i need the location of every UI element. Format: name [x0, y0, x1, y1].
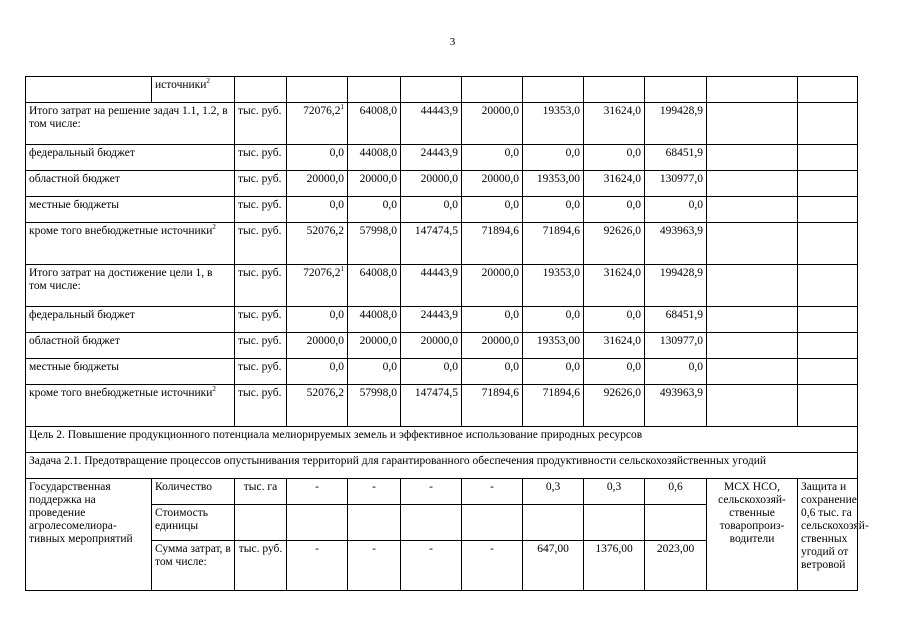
value-cell-text: 31624,0	[603, 173, 641, 185]
value-cell	[287, 479, 348, 505]
value-cell-text: 0,0	[565, 147, 580, 159]
value-cell	[348, 307, 401, 333]
empty-cell	[798, 171, 858, 197]
value-cell-text: 0,0	[626, 361, 641, 373]
indicator-cell-text: Количество	[155, 481, 212, 493]
indicator-cell	[152, 479, 235, 505]
value-cell-text: 72076,2	[303, 105, 341, 117]
value-cell	[287, 197, 348, 223]
value-cell-text: 1376,00	[595, 543, 633, 555]
value-cell-text: 71894,6	[542, 387, 580, 399]
value-cell-text: 19353,0	[542, 105, 580, 117]
table-row	[26, 265, 858, 307]
row-label	[26, 171, 235, 197]
task-heading	[26, 453, 858, 479]
empty-cell	[707, 359, 798, 385]
value-cell-text: 0,3	[545, 481, 561, 493]
value-cell-text: 0,0	[504, 361, 519, 373]
row-label-text: источники	[155, 79, 207, 91]
value-cell-text: 0,0	[626, 199, 641, 211]
row-label-text: федеральный бюджет	[29, 309, 135, 321]
indicator-cell	[152, 541, 235, 591]
empty-cell	[798, 197, 858, 223]
value-cell	[645, 385, 707, 427]
row-label	[26, 103, 235, 145]
budget-table	[25, 76, 869, 591]
value-cell-text: 24443,9	[420, 147, 458, 159]
value-cell-text: 19353,00	[536, 173, 580, 185]
value-cell	[462, 171, 523, 197]
value-cell-text: -	[490, 481, 494, 493]
empty-cell	[707, 333, 798, 359]
value-cell-text: 24443,9	[420, 309, 458, 321]
table-row	[26, 77, 858, 103]
value-cell-text: 57998,0	[359, 225, 397, 237]
value-cell	[462, 333, 523, 359]
value-cell-text: 0,0	[688, 361, 703, 373]
value-cell	[645, 505, 707, 541]
unit-cell	[235, 223, 287, 265]
row-label	[152, 77, 235, 103]
row-label-text: федеральный бюджет	[29, 147, 135, 159]
value-cell	[523, 333, 584, 359]
row-label	[26, 145, 235, 171]
value-cell	[401, 103, 462, 145]
value-cell	[287, 223, 348, 265]
value-cell-text: 71894,6	[481, 387, 519, 399]
indicator-cell	[152, 505, 235, 541]
value-cell	[584, 171, 645, 197]
value-cell-text: 20000,0	[420, 335, 458, 347]
value-cell	[462, 103, 523, 145]
value-cell	[287, 505, 348, 541]
value-cell-text: -	[429, 543, 433, 555]
value-cell-text: 20000,0	[306, 335, 344, 347]
value-cell	[584, 265, 645, 307]
value-cell	[523, 145, 584, 171]
value-cell	[645, 479, 707, 505]
empty-cell	[798, 265, 858, 307]
table-row	[26, 145, 858, 171]
table-row	[26, 171, 858, 197]
unit-cell	[235, 359, 287, 385]
value-cell-text: 19353,00	[536, 335, 580, 347]
table-row	[26, 453, 858, 479]
row-label-text: областной бюджет	[29, 335, 120, 347]
value-cell	[401, 145, 462, 171]
value-cell	[462, 479, 523, 505]
empty-cell	[798, 103, 858, 145]
footnote-mark: 1	[340, 265, 344, 274]
empty-cell	[707, 265, 798, 307]
empty-cell	[798, 223, 858, 265]
unit-cell-text: тыс. руб.	[238, 267, 282, 279]
unit-cell	[235, 145, 287, 171]
value-cell-text: 44008,0	[359, 147, 397, 159]
table-row	[26, 359, 858, 385]
value-cell-text: 20000,0	[481, 105, 519, 117]
value-cell	[462, 359, 523, 385]
value-cell	[348, 103, 401, 145]
value-cell	[584, 307, 645, 333]
table-row	[26, 333, 858, 359]
row-label	[26, 307, 235, 333]
value-cell	[523, 307, 584, 333]
value-cell-text: 57998,0	[359, 387, 397, 399]
unit-cell	[235, 265, 287, 307]
value-cell	[287, 307, 348, 333]
value-cell	[645, 541, 707, 591]
row-label-text: областной бюджет	[29, 173, 120, 185]
unit-cell-text: тыс. руб.	[238, 543, 283, 555]
value-cell-text: 0,0	[329, 361, 344, 373]
footnote-mark: 1	[340, 103, 344, 112]
value-cell-text: 147474,5	[414, 387, 458, 399]
value-cell-text: -	[315, 481, 319, 493]
value-cell	[348, 223, 401, 265]
goal-heading-text: Цель 2. Повышение продукционного потенциала мелиорируемых земель и эффективное использование природных ресурсов	[29, 429, 643, 441]
table-row	[26, 223, 858, 265]
value-cell-text: -	[315, 543, 319, 555]
unit-cell	[235, 77, 287, 103]
row-label	[26, 385, 235, 427]
value-cell	[584, 77, 645, 103]
value-cell-text: 0,0	[504, 199, 519, 211]
value-cell-text: 2023,00	[656, 543, 695, 555]
value-cell-text: 0,0	[443, 199, 458, 211]
unit-cell	[235, 333, 287, 359]
value-cell	[401, 385, 462, 427]
value-cell	[401, 223, 462, 265]
value-cell	[584, 223, 645, 265]
value-cell	[401, 333, 462, 359]
value-cell	[523, 479, 584, 505]
table-row	[26, 103, 858, 145]
value-cell	[287, 145, 348, 171]
row-label-text: кроме того внебюджетные источники	[29, 225, 213, 237]
value-cell-text: 31624,0	[603, 335, 641, 347]
unit-cell-text: тыс. руб.	[238, 147, 282, 159]
value-cell	[348, 77, 401, 103]
value-cell	[584, 385, 645, 427]
value-cell-text: 199428,9	[659, 105, 703, 117]
value-cell-text: 20000,0	[359, 335, 397, 347]
value-cell-text: 20000,0	[481, 267, 519, 279]
value-cell-text: 31624,0	[603, 267, 641, 279]
value-cell	[462, 197, 523, 223]
executors-cell-text: МСХ НСО, сельскохозяй-ственные товаропроиз-водители	[718, 481, 786, 545]
value-cell-text: 20000,0	[481, 335, 519, 347]
empty-cell	[707, 223, 798, 265]
unit-cell-text: тыс. руб.	[238, 309, 282, 321]
value-cell-text: 71894,6	[481, 225, 519, 237]
unit-cell-text: тыс. руб.	[238, 199, 282, 211]
value-cell-text: 0,0	[443, 361, 458, 373]
unit-cell-text: тыс. руб.	[238, 387, 282, 399]
value-cell	[645, 77, 707, 103]
value-cell	[523, 223, 584, 265]
value-cell	[401, 479, 462, 505]
value-cell	[584, 145, 645, 171]
value-cell	[401, 77, 462, 103]
empty-cell	[798, 333, 858, 359]
value-cell	[462, 223, 523, 265]
value-cell-text: 52076,2	[306, 387, 344, 399]
measure-name	[26, 479, 152, 591]
value-cell	[348, 479, 401, 505]
value-cell	[401, 171, 462, 197]
row-label	[26, 265, 235, 307]
unit-cell-text: тыс. руб.	[238, 105, 282, 117]
unit-cell	[235, 541, 287, 591]
unit-cell	[235, 505, 287, 541]
unit-cell	[235, 479, 287, 505]
unit-cell-text: тыс. руб.	[238, 361, 282, 373]
result-cell	[798, 479, 869, 591]
value-cell	[645, 359, 707, 385]
measure-name-text: Государственная поддержка на проведение агролесомелиора-тивных мероприятий	[29, 481, 133, 545]
empty-cell	[798, 307, 858, 333]
value-cell	[462, 265, 523, 307]
empty-cell	[707, 385, 798, 427]
value-cell-text: 130977,0	[659, 173, 703, 185]
value-cell-text: 0,0	[329, 309, 344, 321]
value-cell-text: 493963,9	[659, 225, 703, 237]
empty-cell	[707, 103, 798, 145]
value-cell-text: 0,0	[382, 361, 397, 373]
value-cell	[523, 385, 584, 427]
value-cell	[348, 171, 401, 197]
row-label-text: местные бюджеты	[29, 199, 120, 211]
value-cell	[401, 359, 462, 385]
table-row	[26, 427, 858, 453]
value-cell	[401, 197, 462, 223]
table-row	[26, 385, 858, 427]
value-cell	[348, 505, 401, 541]
value-cell	[523, 359, 584, 385]
value-cell	[462, 505, 523, 541]
value-cell-text: 0,0	[329, 199, 344, 211]
value-cell-text: 199428,9	[659, 267, 703, 279]
unit-cell-text: тыс. руб.	[238, 173, 282, 185]
value-cell	[462, 307, 523, 333]
value-cell-text: -	[372, 481, 376, 493]
value-cell	[523, 77, 584, 103]
empty-cell	[707, 171, 798, 197]
unit-cell	[235, 171, 287, 197]
value-cell	[523, 103, 584, 145]
table-row	[26, 197, 858, 223]
value-cell	[348, 265, 401, 307]
empty-cell	[707, 307, 798, 333]
value-cell	[645, 333, 707, 359]
value-cell	[645, 103, 707, 145]
value-cell-text: 44008,0	[359, 309, 397, 321]
value-cell-text: -	[372, 543, 376, 555]
value-cell-text: 92626,0	[603, 387, 641, 399]
value-cell	[348, 541, 401, 591]
value-cell-text: 493963,9	[659, 387, 703, 399]
value-cell	[287, 359, 348, 385]
value-cell	[462, 145, 523, 171]
empty-cell	[798, 385, 858, 427]
value-cell	[348, 333, 401, 359]
value-cell	[401, 265, 462, 307]
value-cell-text: 0,0	[504, 147, 519, 159]
footnote-mark: 2	[212, 223, 216, 232]
value-cell-text: 52076,2	[306, 225, 344, 237]
value-cell-text: 0,0	[626, 309, 641, 321]
value-cell-text: 20000,0	[481, 173, 519, 185]
value-cell	[645, 145, 707, 171]
result-cell-text: Защита и сохранение 0,6 тыс. га сельскохозяй-ственных угодий от ветровой	[801, 481, 869, 571]
row-label	[26, 223, 235, 265]
value-cell-text: 0,0	[565, 199, 580, 211]
value-cell	[462, 77, 523, 103]
value-cell	[584, 505, 645, 541]
table-row	[26, 307, 858, 333]
value-cell	[401, 541, 462, 591]
task-heading-text: Задача 2.1. Предотвращение процессов опустынивания территорий для гарантированного обеспечения продуктивности сельскохозяйственных угодий	[29, 455, 767, 467]
value-cell	[523, 171, 584, 197]
value-cell	[584, 479, 645, 505]
value-cell-text: 0,0	[504, 309, 519, 321]
value-cell	[287, 333, 348, 359]
value-cell	[645, 265, 707, 307]
value-cell-text: 31624,0	[603, 105, 641, 117]
unit-cell-text: тыс. га	[243, 481, 278, 493]
value-cell-text: 0,0	[565, 309, 580, 321]
value-cell	[523, 197, 584, 223]
row-label-text: Итого затрат на достижение цели 1, в том числе:	[29, 267, 213, 292]
value-cell	[401, 505, 462, 541]
value-cell	[645, 197, 707, 223]
row-label-text: кроме того внебюджетные источники	[29, 387, 213, 399]
unit-cell	[235, 385, 287, 427]
value-cell-text: 20000,0	[420, 173, 458, 185]
table-row	[26, 479, 858, 505]
row-label-text: местные бюджеты	[29, 361, 120, 373]
value-cell-text: 0,6	[668, 481, 683, 493]
unit-cell	[235, 307, 287, 333]
value-cell	[287, 541, 348, 591]
indicator-cell-text: Сумма затрат, в том числе:	[155, 543, 231, 568]
indicator-cell-text: Стоимость единицы	[155, 507, 208, 532]
value-cell-text: 92626,0	[603, 225, 641, 237]
value-cell-text: 44443,9	[420, 267, 458, 279]
value-cell-text: 0,0	[382, 199, 397, 211]
value-cell-text: 0,0	[626, 147, 641, 159]
row-label	[26, 333, 235, 359]
empty-cell	[707, 77, 798, 103]
value-cell	[287, 385, 348, 427]
row-label-text: Итого затрат на решение задач 1.1, 1.2, в том числе:	[29, 105, 228, 130]
value-cell	[287, 171, 348, 197]
value-cell-text: 20000,0	[306, 173, 344, 185]
value-cell-text: -	[429, 481, 433, 493]
value-cell-text: 0,0	[688, 199, 703, 211]
value-cell-text: 68451,9	[665, 309, 703, 321]
value-cell	[348, 385, 401, 427]
value-cell	[348, 359, 401, 385]
value-cell	[523, 541, 584, 591]
value-cell-text: 19353,0	[542, 267, 580, 279]
value-cell	[645, 223, 707, 265]
value-cell-text: 0,0	[329, 147, 344, 159]
footnote-mark: 2	[212, 385, 216, 394]
value-cell-text: 130977,0	[659, 335, 703, 347]
value-cell	[462, 385, 523, 427]
value-cell	[584, 103, 645, 145]
value-cell-text: 20000,0	[359, 173, 397, 185]
row-label	[26, 197, 235, 223]
value-cell-text: 71894,6	[542, 225, 580, 237]
footnote-mark: 2	[206, 77, 210, 86]
value-cell	[645, 171, 707, 197]
empty-cell	[798, 359, 858, 385]
value-cell	[523, 505, 584, 541]
value-cell	[348, 145, 401, 171]
empty-cell	[798, 77, 858, 103]
value-cell	[584, 359, 645, 385]
value-cell	[523, 265, 584, 307]
unit-cell-text: тыс. руб.	[238, 225, 282, 237]
value-cell-text: 0,0	[565, 361, 580, 373]
unit-cell-text: тыс. руб.	[238, 335, 282, 347]
empty-cell	[798, 145, 858, 171]
page-number: 3	[449, 36, 456, 48]
row-label	[26, 359, 235, 385]
value-cell-text: 68451,9	[665, 147, 703, 159]
value-cell	[584, 333, 645, 359]
unit-cell	[235, 197, 287, 223]
value-cell-text: 72076,2	[303, 267, 341, 279]
value-cell	[287, 77, 348, 103]
value-cell	[584, 197, 645, 223]
value-cell	[287, 103, 348, 145]
empty-cell	[707, 145, 798, 171]
executors-cell	[707, 479, 798, 591]
value-cell-text: 44443,9	[420, 105, 458, 117]
value-cell-text: 64008,0	[359, 105, 397, 117]
value-cell	[401, 307, 462, 333]
unit-cell	[235, 103, 287, 145]
value-cell	[348, 197, 401, 223]
value-cell-text: 147474,5	[414, 225, 458, 237]
value-cell	[287, 265, 348, 307]
goal-heading	[26, 427, 858, 453]
value-cell	[645, 307, 707, 333]
value-cell-text: 64008,0	[359, 267, 397, 279]
value-cell-text: -	[490, 543, 494, 555]
value-cell-text: 647,00	[537, 543, 569, 555]
empty-cell	[26, 77, 152, 103]
value-cell	[462, 541, 523, 591]
empty-cell	[707, 197, 798, 223]
value-cell-text: 0,3	[606, 481, 622, 493]
value-cell	[584, 541, 645, 591]
